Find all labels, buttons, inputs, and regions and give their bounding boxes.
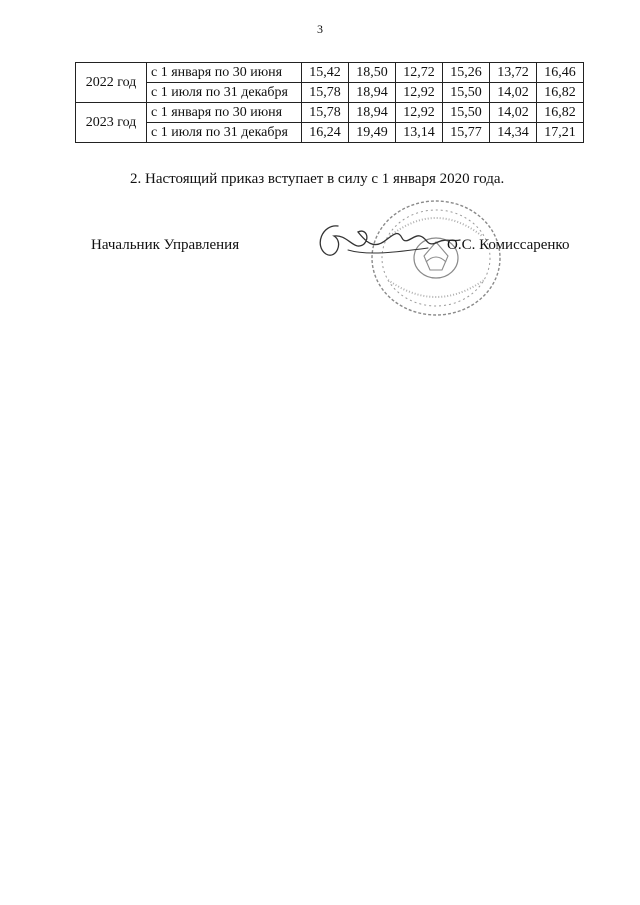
- page-number: 3: [317, 22, 323, 36]
- period-cell: с 1 июля по 31 декабря: [147, 83, 302, 103]
- signer-title: Начальник Управления: [91, 237, 240, 253]
- value-cell: 15,42: [302, 63, 349, 83]
- value-cell: 16,24: [302, 123, 349, 143]
- value-cell: 15,50: [443, 83, 490, 103]
- value-cell: 15,26: [443, 63, 490, 83]
- period-cell: с 1 января по 30 июня: [147, 103, 302, 123]
- value-cell: 18,94: [349, 83, 396, 103]
- period-cell: с 1 января по 30 июня: [147, 63, 302, 83]
- value-cell: 16,82: [537, 103, 584, 123]
- value-cell: 19,49: [349, 123, 396, 143]
- year-cell: 2022 год: [76, 63, 147, 103]
- signature: [308, 212, 468, 277]
- value-cell: 17,21: [537, 123, 584, 143]
- value-cell: 18,94: [349, 103, 396, 123]
- value-cell: 15,50: [443, 103, 490, 123]
- value-cell: 14,34: [490, 123, 537, 143]
- value-cell: 15,78: [302, 83, 349, 103]
- value-cell: 12,92: [396, 83, 443, 103]
- value-cell: 15,78: [302, 103, 349, 123]
- value-cell: 12,92: [396, 103, 443, 123]
- value-cell: 18,50: [349, 63, 396, 83]
- period-cell: с 1 июля по 31 декабря: [147, 123, 302, 143]
- table-row: [76, 83, 584, 103]
- tariff-table: [75, 62, 584, 143]
- table-row: [76, 123, 584, 143]
- value-cell: 12,72: [396, 63, 443, 83]
- value-cell: 13,72: [490, 63, 537, 83]
- clause-text: 2. Настоящий приказ вступает в силу с 1 января 2020 года.: [130, 171, 505, 187]
- value-cell: 13,14: [396, 123, 443, 143]
- signer-name: О.С. Комиссаренко: [447, 237, 570, 253]
- value-cell: 16,82: [537, 83, 584, 103]
- value-cell: 14,02: [490, 103, 537, 123]
- value-cell: 14,02: [490, 83, 537, 103]
- value-cell: 15,77: [443, 123, 490, 143]
- year-cell: 2023 год: [76, 103, 147, 143]
- table-row: [76, 103, 584, 123]
- table-row: [76, 63, 584, 83]
- value-cell: 16,46: [537, 63, 584, 83]
